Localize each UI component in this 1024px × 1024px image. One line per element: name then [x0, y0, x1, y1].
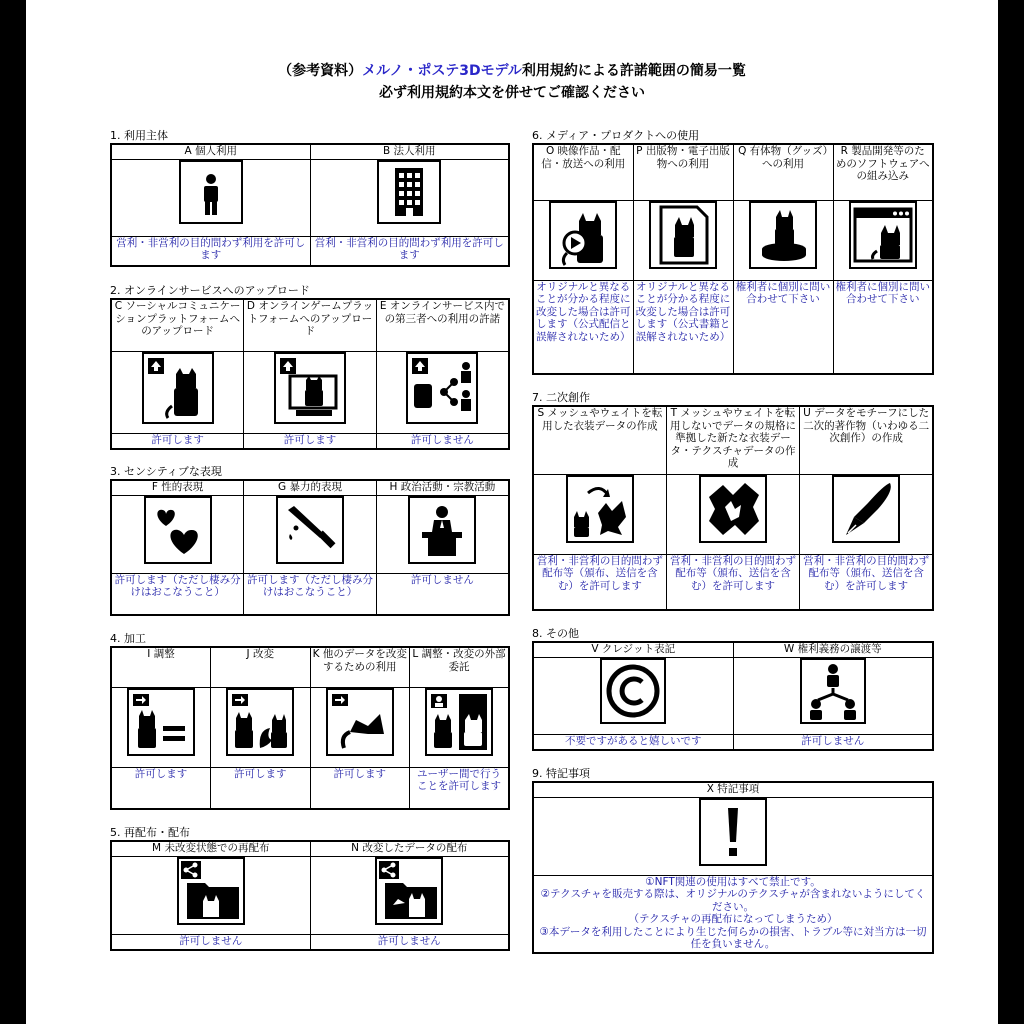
item-result: 営利・非営利の目的問わず配布等（頒布、送信を含む）を許可します: [533, 554, 666, 610]
building-icon: [377, 160, 441, 224]
item-result: ユーザー間で行うことを許可します: [410, 767, 510, 809]
item-result: 許可します: [211, 767, 311, 809]
costume-transfer-icon: [566, 475, 634, 543]
item-header: J 改変: [211, 647, 311, 687]
title-suffix: 利用規約による許諾範囲の簡易一覧: [521, 63, 746, 79]
item-header: W 権利義務の譲渡等: [733, 642, 933, 657]
section-2: [110, 284, 510, 450]
item-header: N 改変したデータの配布: [310, 841, 509, 856]
section-table: [532, 781, 934, 954]
section-9: [532, 767, 934, 954]
item-header: H 政治活動・宗教活動: [376, 480, 509, 495]
item-result: オリジナルと異なることが分かる程度に改変した場合は許可します（公式書籍と誤解されないため）: [633, 280, 733, 374]
new-costume-icon: [699, 475, 767, 543]
item-result: 権利者に個別に問い合わせて下さい: [833, 280, 933, 374]
section-4: [110, 632, 510, 810]
item-header: D オンラインゲームプラットフォームへのアップロード: [244, 299, 377, 351]
adjust-icon: [127, 688, 195, 756]
page-subtitle: 必ず利用規約本文を併せてご確認ください: [379, 85, 645, 101]
item-result: 許可しません: [733, 734, 933, 750]
hearts-icon: [144, 496, 212, 564]
modify-icon: [226, 688, 294, 756]
note-line: ③本データを利用したことにより生じた何らかの損害、トラブル等に対当方は一切任を負いません。: [539, 925, 927, 950]
item-result: 営利・非営利の目的問わず配布等（頒布、送信を含む）を許可します: [800, 554, 933, 610]
item-result: オリジナルと異なることが分かる程度に改変した場合は許可します（公式配信と誤解されないため）: [533, 280, 633, 374]
section-label: 3. センシティブな表現: [110, 465, 222, 478]
item-header: Q 有体物（グッズ）への利用: [733, 144, 833, 200]
item-header: A 個人利用: [111, 144, 310, 159]
section-label: 7. 二次創作: [532, 391, 590, 404]
redistribute-folder-icon: [177, 857, 245, 925]
item-result: 許可しません: [310, 934, 509, 950]
item-result: 権利者に個別に問い合わせて下さい: [733, 280, 833, 374]
item-result: 許可します（ただし棲み分けはおこなうこと）: [111, 573, 244, 615]
document-page: [26, 0, 998, 1024]
section-table: [110, 840, 510, 951]
item-header: T メッシュやウェイトを転用しないでデータの規格に準拠した新たな衣装データ・テクスチャデータの作成: [666, 406, 799, 474]
page-title: [26, 60, 998, 80]
person-icon: [179, 160, 243, 224]
section-3: [110, 465, 510, 616]
item-result: 許可します（ただし棲み分けはおこなうこと）: [244, 573, 377, 615]
section-8: [532, 627, 934, 751]
section-label: 2. オンラインサービスへのアップロード: [110, 284, 310, 297]
section-table: [532, 143, 934, 375]
item-result: 許可します: [244, 433, 377, 449]
section-table: [532, 405, 934, 611]
upload-game-icon: [274, 352, 346, 424]
item-header: V クレジット表記: [533, 642, 733, 657]
item-header: U データをモチーフにした二次的著作物（いわゆる二次創作）の作成: [800, 406, 933, 474]
item-header: S メッシュやウェイトを転用した衣装データの作成: [533, 406, 666, 474]
item-result: 営利・非営利の目的問わず利用を許可します: [310, 236, 509, 266]
item-header: M 未改変状態での再配布: [111, 841, 310, 856]
item-header: P 出版物・電子出版物への利用: [633, 144, 733, 200]
outsource-icon: [425, 688, 493, 756]
title-prefix: （参考資料）: [278, 63, 363, 79]
section-1: [110, 129, 510, 267]
note-line: （テクスチャの再配布になってしまうため）: [628, 913, 838, 925]
item-header: I 調整: [111, 647, 211, 687]
section-table: [110, 143, 510, 267]
section-table: [110, 298, 510, 450]
figure-goods-icon: [749, 201, 817, 269]
item-result: 営利・非営利の目的問わず利用を許可します: [111, 236, 310, 266]
podium-icon: [408, 496, 476, 564]
section-table: [532, 641, 934, 751]
exclamation-icon: [699, 798, 767, 866]
section-table: [110, 646, 510, 810]
video-icon: [549, 201, 617, 269]
share-third-party-icon: [406, 352, 478, 424]
section-7: [532, 391, 934, 611]
section-label: 6. メディア・プロダクトへの使用: [532, 129, 700, 142]
note-line: ②テクスチャを販売する際は、オリジナルのテクスチャが含まれないようにしてください。: [540, 888, 926, 913]
item-result: 許可しません: [376, 573, 509, 615]
section-label: 5. 再配布・配布: [110, 826, 190, 839]
section-label: 8. その他: [532, 627, 579, 640]
transfer-rights-icon: [800, 658, 866, 724]
item-result: 許可します: [111, 767, 211, 809]
copyright-icon: [600, 658, 666, 724]
software-window-icon: [849, 201, 917, 269]
section-label: 9. 特記事項: [532, 767, 590, 780]
item-header: C ソーシャルコミュニケーションプラットフォームへのアップロード: [111, 299, 244, 351]
item-header: B 法人利用: [310, 144, 509, 159]
pen-nib-icon: [832, 475, 900, 543]
section-label: 4. 加工: [110, 632, 146, 645]
item-header: K 他のデータを改変するための利用: [310, 647, 410, 687]
publication-icon: [649, 201, 717, 269]
section-table: [110, 479, 510, 616]
item-result: 許可しません: [111, 934, 310, 950]
item-header: X 特記事項: [533, 782, 933, 797]
item-result: 許可します: [111, 433, 244, 449]
distribute-modified-icon: [375, 857, 443, 925]
item-header: F 性的表現: [111, 480, 244, 495]
use-for-other-data-icon: [326, 688, 394, 756]
item-header: L 調整・改変の外部委託: [410, 647, 510, 687]
item-result: 許可します: [310, 767, 410, 809]
item-header: R 製品開発等のためのソフトウェアへの組み込み: [833, 144, 933, 200]
item-result: 不要ですがあると嬉しいです: [533, 734, 733, 750]
section-6: [532, 129, 934, 375]
knife-icon: [276, 496, 344, 564]
title-highlight: メルノ・ポステ3Dモデル: [362, 63, 522, 79]
note-line: ①NFT関連の使用はすべて禁止です。: [645, 875, 821, 888]
item-header: O 映像作品・配信・放送への利用: [533, 144, 633, 200]
item-header: G 暴力的表現: [244, 480, 377, 495]
upload-social-icon: [142, 352, 214, 424]
item-result: 許可しません: [376, 433, 509, 449]
section-5: [110, 826, 510, 951]
item-header: E オンラインサービス内での第三者への利用の許諾: [376, 299, 509, 351]
item-result: 営利・非営利の目的問わず配布等（頒布、送信を含む）を許可します: [666, 554, 799, 610]
section-label: 1. 利用主体: [110, 129, 168, 142]
